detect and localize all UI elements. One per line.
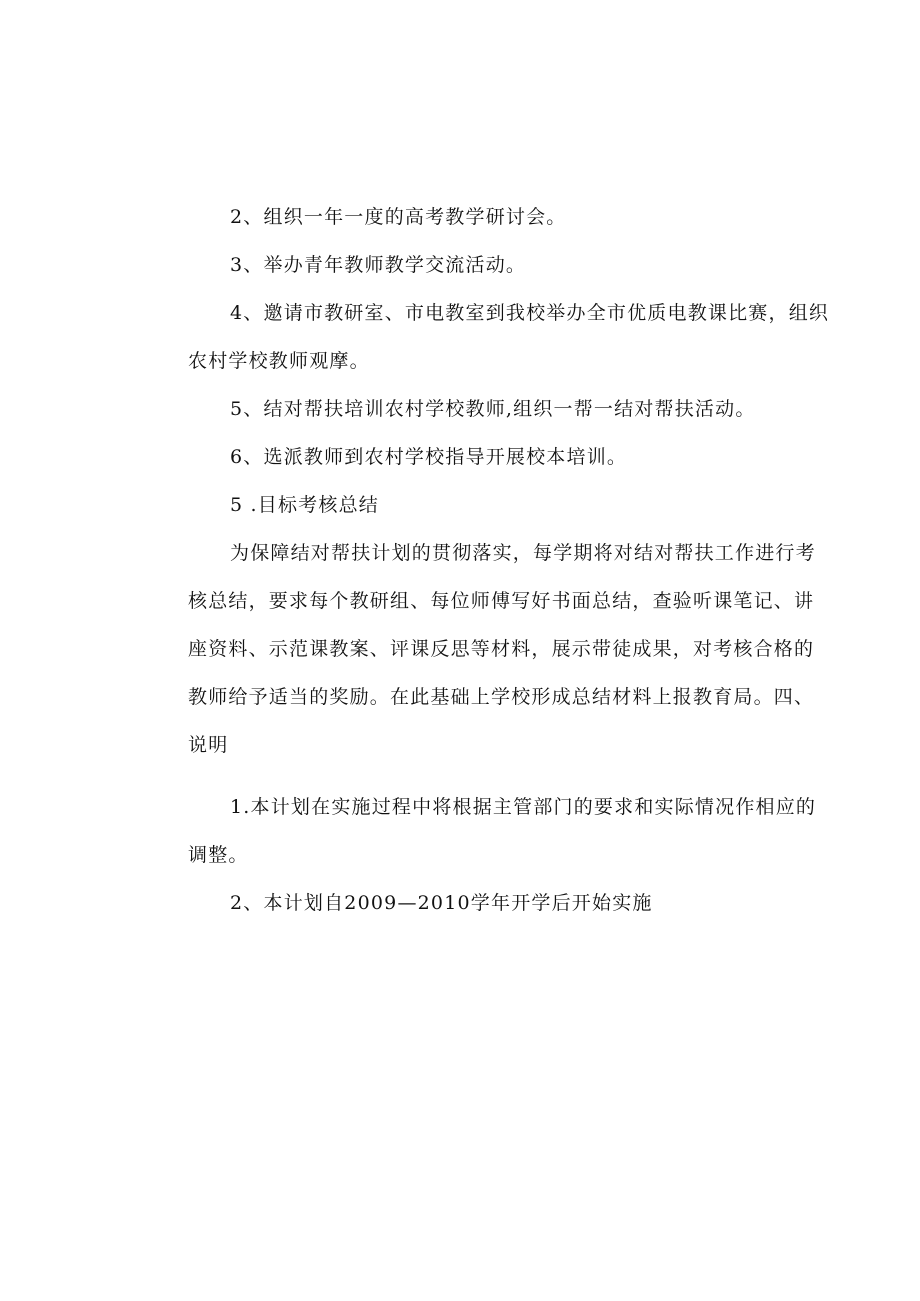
body-paragraph: 为保障结对帮扶计划的贯彻落实，每学期将对结对帮扶工作进行考核总结，要求每个教研组、每位师傅写好书面总结，查验听课笔记、讲座资料、示范课教案、评课反思等材料，展示带徒成果，对考核合格的教师给予适当的奖励。在此基础上学校形成总结材料上报教育局。四、说明	[188, 542, 816, 756]
list-item-2: 2、组织一年一度的高考教学研讨会。	[230, 206, 567, 228]
list-item-5: 5、结对帮扶培训农村学校教师,组织一帮一结对帮扶活动。	[230, 398, 756, 420]
list-item-4: 4、邀请市教研室、市电教室到我校举办全市优质电教课比赛，组织农村学校教师观摩。	[188, 302, 830, 372]
note-item-2: 2、本计划自2009—2010学年开学后开始实施	[230, 892, 653, 914]
list-item-6: 6、选派教师到农村学校指导开展校本培训。	[230, 446, 628, 468]
note-item-1: 1.本计划在实施过程中将根据主管部门的要求和实际情况作相应的调整。	[188, 796, 817, 866]
section-heading: 5 .目标考核总结	[230, 494, 379, 516]
document-body	[188, 193, 833, 927]
list-item-3: 3、举办青年教师教学交流活动。	[230, 254, 527, 276]
